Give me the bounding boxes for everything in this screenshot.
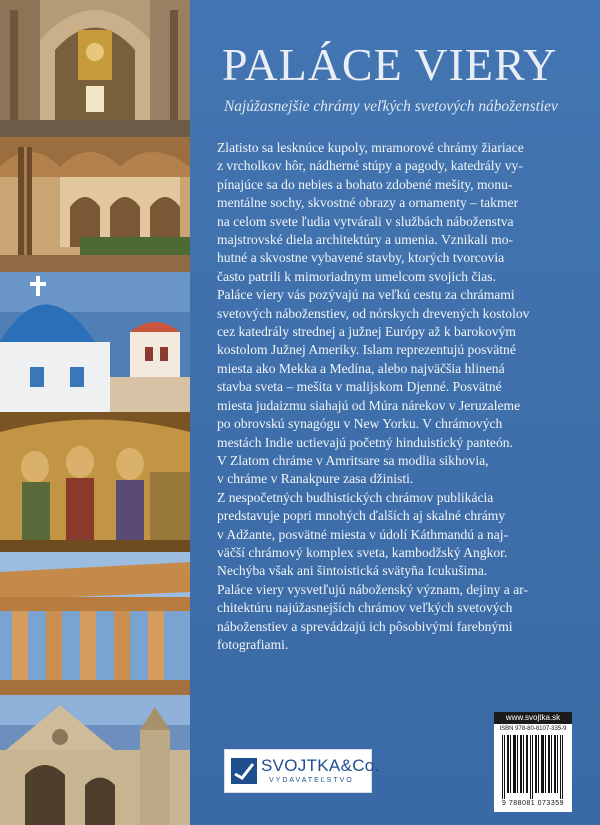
blurb-line: miesta judaizmu siahajú od Múra nárekov v Jeruzaleme xyxy=(217,397,521,413)
blurb-line: Z nespočetných budhistických chrámov publikácia xyxy=(217,489,494,505)
blurb-line: mentálne sochy, skvostné obrazy a ornamenty – takmer xyxy=(217,195,519,211)
cloister-arcade-photo xyxy=(0,137,190,272)
publisher-mark-icon xyxy=(231,758,257,789)
blurb-line: v chráme v Ranakpure zasa džinisti. xyxy=(217,471,414,487)
blurb-line: Paláce viery vás pozývajú na veľkú cestu za chrámami xyxy=(217,287,515,303)
publisher-logo xyxy=(224,749,380,793)
blurb-line: z vrcholkov hôr, nádherné stúpy a pagody, katedrály vy- xyxy=(217,158,523,174)
blurb-line: fotografiami. xyxy=(217,636,289,652)
blue-dome-church-photo xyxy=(0,272,190,412)
blurb-line: v Adžante, posvätné miesta v údolí Káthmandú a naj- xyxy=(217,526,509,542)
blurb-line: kostolom Južnej Ameriky. Islam reprezentujú posvätné xyxy=(217,342,516,358)
blurb-line: náboženstiev a sprevádzajú ich pôsobivými farebnými xyxy=(217,618,513,634)
blurb-line: mestách Indie uctievajú početný hinduistický panteón. xyxy=(217,434,513,450)
blurb-line: hutné a skvostne vybavené stavby, ktorých tvorcovia xyxy=(217,250,505,266)
book-subtitle: Najúžasnejšie chrámy veľkých svetových náboženstiev xyxy=(224,98,558,115)
greek-temple-photo xyxy=(0,552,190,695)
blurb-line: svetových náboženstiev, od nórskych drevených kostolov xyxy=(217,305,530,321)
cathedral-interior-photo xyxy=(0,0,190,137)
publisher-tagline: VYDAVATEĽSTVO xyxy=(269,777,354,784)
blurb-line: väčší chrámový komplex sveta, kambodžský Angkor. xyxy=(217,544,508,560)
blurb-line: Zlatisto sa lesknúce kupoly, mramorové chrámy žiariace xyxy=(217,140,524,155)
barcode-number: 9 788081 073359 xyxy=(502,800,564,807)
blurb-line: pínajúce sa do nebies a bohato zdobené mešity, monu- xyxy=(217,176,513,192)
blurb-line: často patrili k mimoriadnym umelcom svojich čias. xyxy=(217,268,496,284)
blurb-line: stavba sveta – mešita v malijskom Djenné. Posvätné xyxy=(217,379,502,395)
blurb-line: V Zlatom chráme v Amritsare sa modlia sikhovia, xyxy=(217,452,489,468)
blurb-line: po obrovskú synagógu v New Yorku. V chrámových xyxy=(217,416,503,432)
isbn-text: ISBN 978-80-8107-335-9 xyxy=(499,726,567,732)
publisher-name: SVOJTKA&Co. xyxy=(261,756,380,775)
byzantine-mosaic-photo xyxy=(0,412,190,552)
blurb-line: predstavuje popri mnohých ďalších aj skalné chrámy xyxy=(217,508,506,524)
blurb-line: Nechýba však ani šintoistická svätyňa Icukušima. xyxy=(217,563,488,579)
publisher-url: www.svojtka.sk xyxy=(494,712,572,724)
cathedral-facade-photo xyxy=(0,695,190,825)
blurb-line: majstrovské diela architektúry a umenia. Vznikali mo- xyxy=(217,232,514,248)
barcode-icon xyxy=(502,735,564,799)
book-title: PALÁCE VIERY xyxy=(222,39,558,90)
barcode-label xyxy=(494,712,572,812)
photo-strip xyxy=(0,0,190,825)
book-blurb xyxy=(217,139,572,654)
blurb-line: cez katedrály strednej a južnej Európy až k barokovým xyxy=(217,324,516,340)
blurb-line: chitektúru najúžasnejších chrámov veľkých svetových xyxy=(217,600,513,616)
blurb-line: miesta ako Mekka a Medína, alebo najväčšia hlinená xyxy=(217,360,505,376)
blurb-line: na celom svete ľudia vytvárali v službách náboženstva xyxy=(217,213,514,229)
blurb-line: Paláce viery vysvetľujú náboženský význam, dejiny a ar- xyxy=(217,581,529,597)
